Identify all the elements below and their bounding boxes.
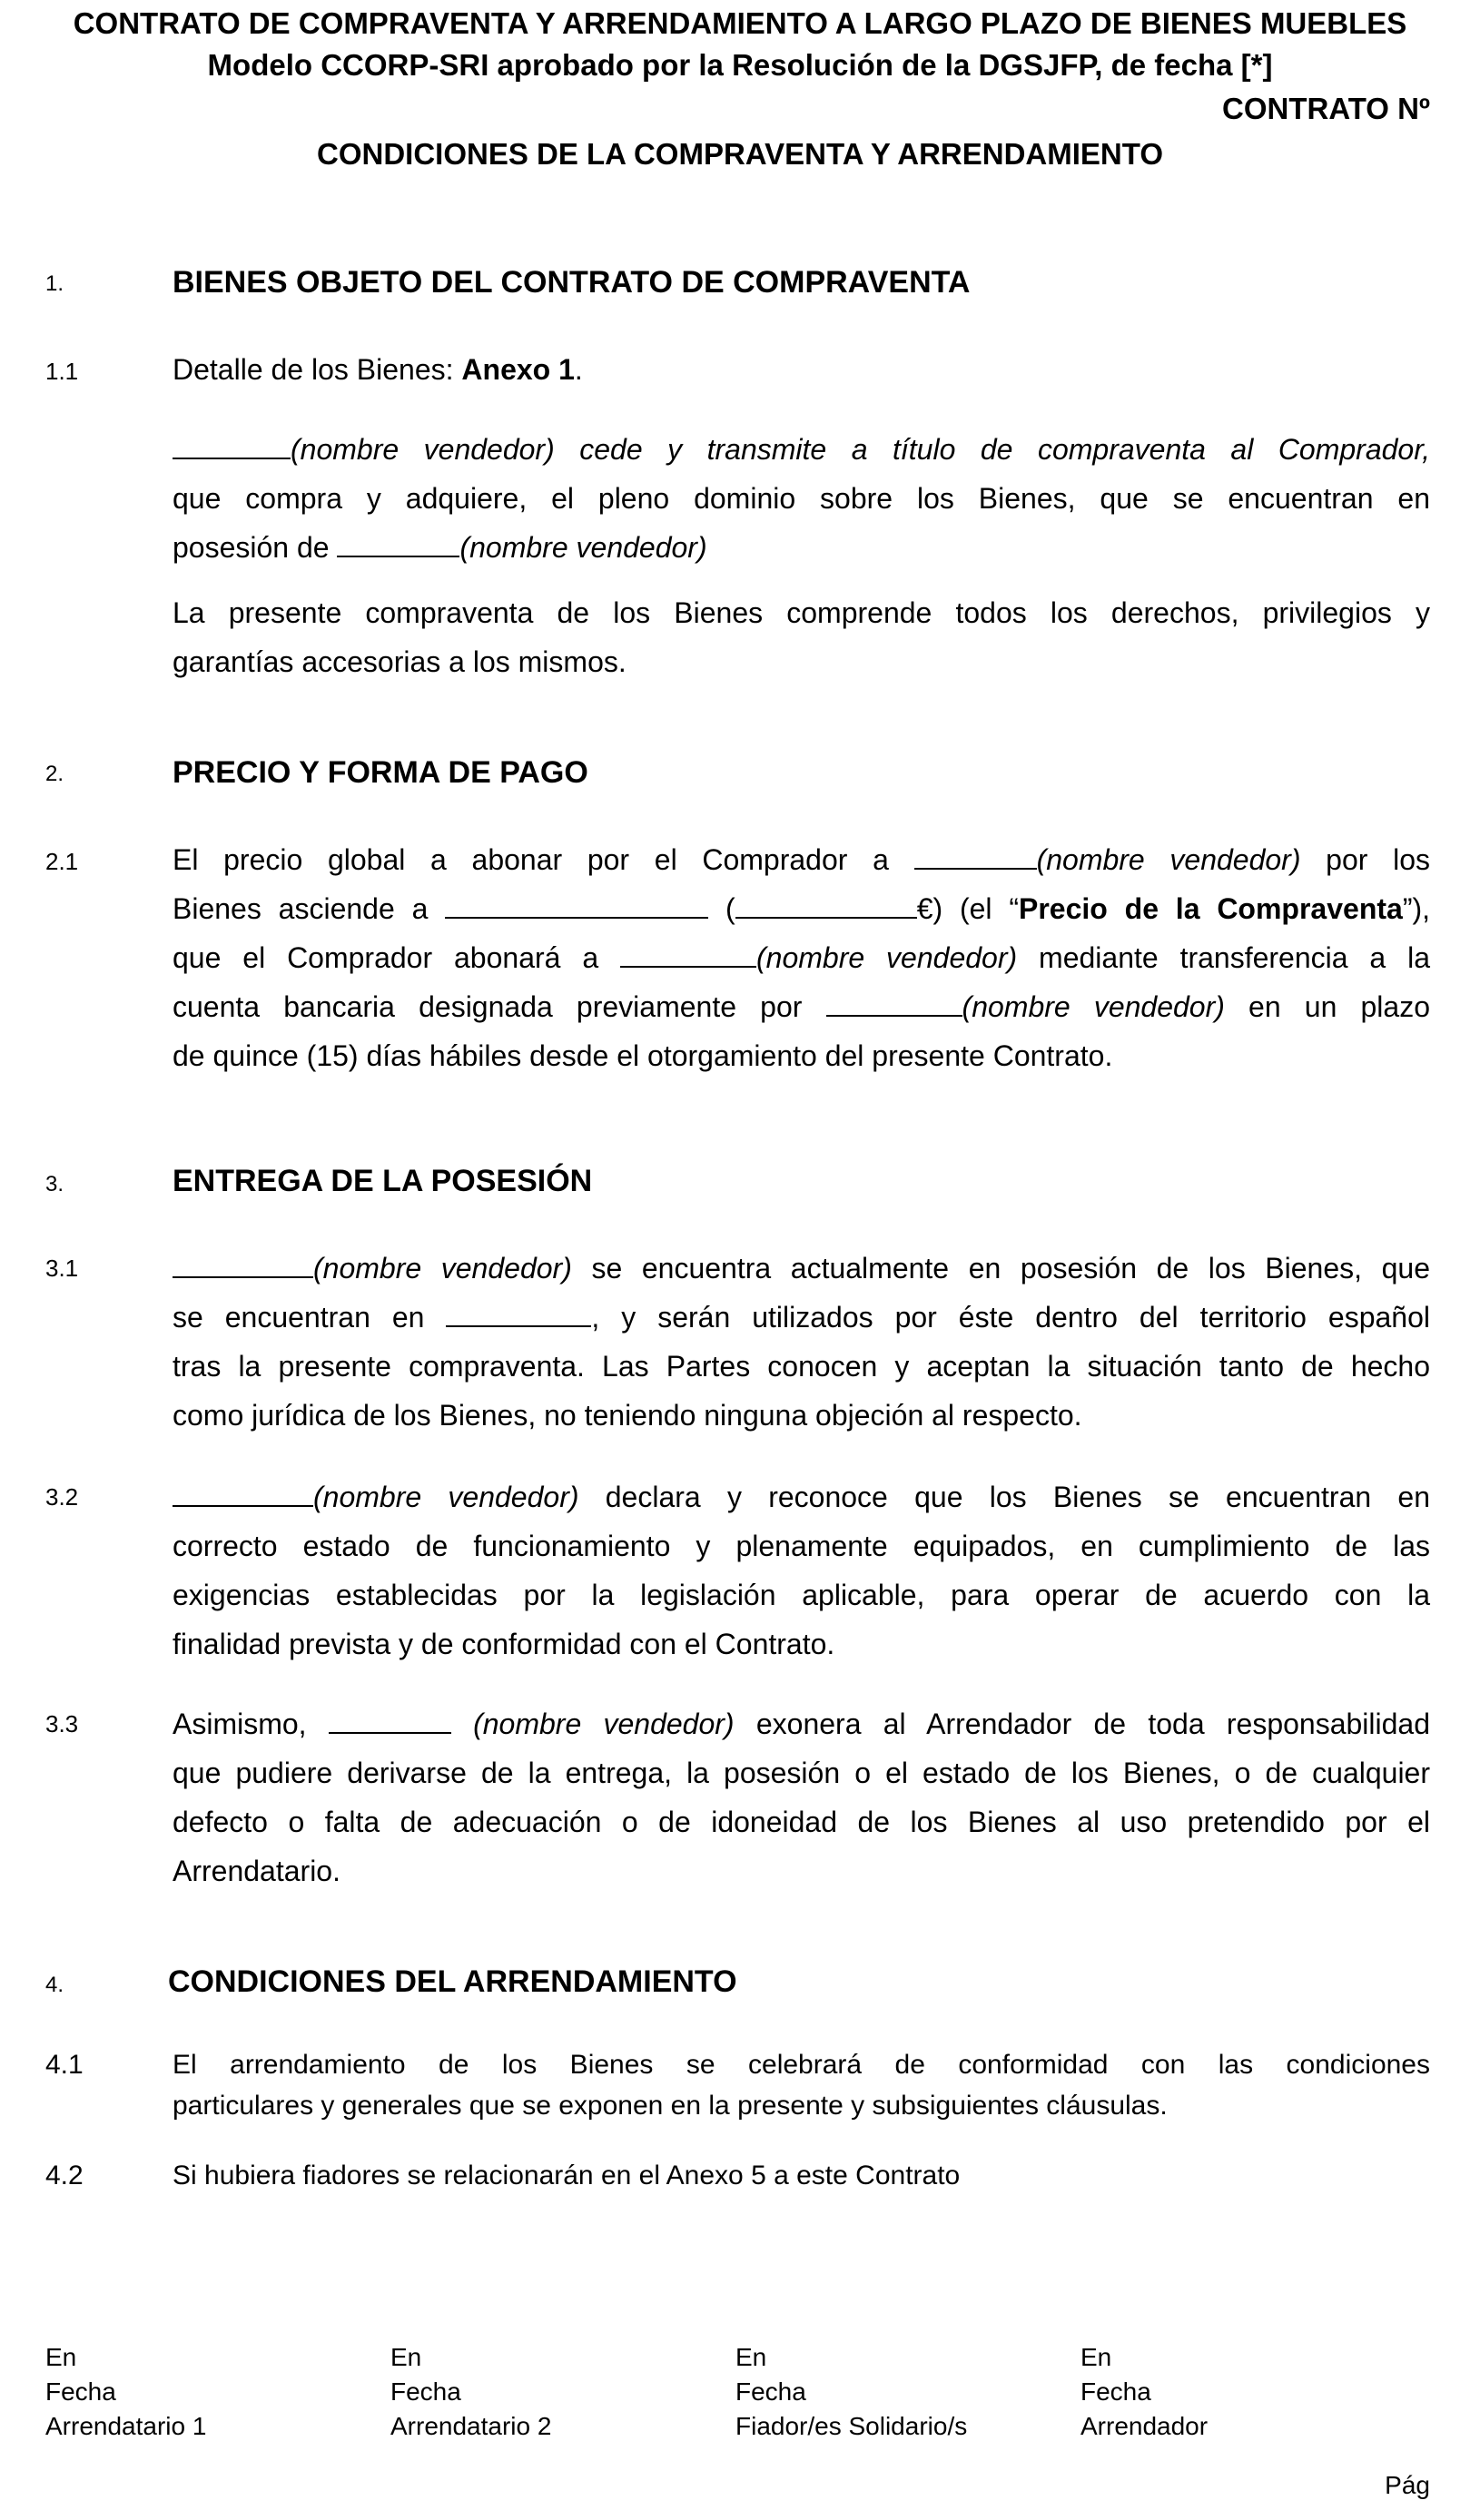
signature-party: Arrendatario 2: [390, 2412, 552, 2440]
price-words-blank[interactable]: [445, 890, 708, 919]
section-2-title: PRECIO Y FORMA DE PAGO: [173, 755, 588, 790]
clause-3-1-text: (nombre vendedor) se encuentra actualmente en posesión de los Bienes, que se encuentran en , y serán utilizados por éste dentro del territorio español tras la presente compraventa. Las Partes conocen y aceptan la situación tanto de hecho como jurídica de los Bienes, no teniendo ninguna objeción al respecto.: [173, 1244, 1430, 1440]
section-3-title: ENTREGA DE LA POSESIÓN: [173, 1164, 593, 1198]
signature-party: Arrendador: [1080, 2412, 1209, 2440]
clause-1-1-text: Detalle de los Bienes: Anexo 1.: [173, 353, 583, 386]
section-3-number: 3.: [45, 1172, 64, 1196]
seller-name-blank[interactable]: [337, 528, 459, 557]
signature-party: Arrendatario 1: [45, 2412, 207, 2440]
signature-block-arrendatario-1: [45, 2340, 206, 2444]
seller-name-blank[interactable]: [173, 1478, 313, 1507]
page-label: Pág: [1385, 2471, 1430, 2499]
seller-name-blank[interactable]: [329, 1705, 451, 1734]
model-subtitle: Modelo CCORP-SRI aprobado por la Resolución de la DGSJFP, de fecha [*]: [207, 48, 1273, 82]
clause-3-3-number: 3.3: [45, 1710, 79, 1737]
clause-3-3-text: Asimismo, (nombre vendedor) exonera al Arrendador de toda responsabilidad que pudiere derivarse de la entrega, la posesión o el estado de los Bienes, o de cualquier defecto o falta de adecuación o de idoneidad de los Bienes al uso pretendido por el Arrendatario.: [173, 1699, 1430, 1895]
signature-date: Fecha: [390, 2377, 461, 2406]
clause-4-1-text: El arrendamiento de los Bienes se celebrará de conformidad con las condiciones particulares y generales que se exponen en la presente y subsiguientes cláusulas.: [173, 2050, 1430, 2121]
contract-number: CONTRATO Nº: [1222, 92, 1430, 125]
clause-2-1-number: 2.1: [45, 848, 79, 875]
clause-2-1-text: El precio global a abonar por el Comprador a (nombre vendedor) por los Bienes asciende a ( €) (el “Precio de la Compraventa”), que el Comprador abonará a (nombre vendedor) mediante transferencia a la cuenta bancaria designada previamente por (nombre vendedor) en un plazo de quince (15) días hábiles desde el otorgamiento del presente Contrato.: [173, 835, 1430, 1080]
clause-4-1-number: 4.1: [45, 2050, 84, 2080]
section-2-number: 2.: [45, 762, 64, 786]
signature-date: Fecha: [45, 2377, 116, 2406]
section-4-title: CONDICIONES DEL ARRENDAMIENTO: [168, 1964, 737, 1999]
section-1-number: 1.: [45, 271, 64, 296]
signature-place: En: [45, 2343, 77, 2371]
clause-4-2-text: Si hubiera fiadores se relacionarán en el Anexo 5 a este Contrato: [173, 2161, 961, 2190]
clause-4-2-number: 4.2: [45, 2161, 84, 2190]
signature-place: En: [390, 2343, 422, 2371]
seller-name-blank[interactable]: [914, 841, 1037, 870]
conditions-heading: CONDICIONES DE LA COMPRAVENTA Y ARRENDAMIENTO: [316, 137, 1163, 171]
clause-1-1-number: 1.1: [45, 358, 79, 385]
signature-place: En: [735, 2343, 767, 2371]
signature-party: Fiador/es Solidario/s: [735, 2412, 968, 2440]
clause-3-1-number: 3.1: [45, 1255, 79, 1282]
seller-name-blank[interactable]: [173, 430, 291, 459]
signature-date: Fecha: [1080, 2377, 1151, 2406]
clause-1-1-paragraph-2: La presente compraventa de los Bienes comprende todos los derechos, privilegios y garantías accesorias a los mismos.: [173, 596, 1430, 678]
section-4-number: 4.: [45, 1973, 64, 1997]
seller-name-blank[interactable]: [173, 1249, 313, 1278]
signature-block-arrendatario-2: [390, 2340, 551, 2444]
signature-place: En: [1080, 2343, 1112, 2371]
signature-block-arrendador: [1080, 2340, 1208, 2444]
location-blank[interactable]: [446, 1298, 591, 1327]
clause-1-1-paragraph-1: (nombre vendedor) cede y transmite a título de compraventa al Comprador, que compra y adquiere, el pleno dominio sobre los Bienes, que se encuentran en posesión de (nombre vendedor): [173, 425, 1430, 572]
signature-block-fiadores: [735, 2340, 967, 2444]
signature-date: Fecha: [735, 2377, 806, 2406]
document-title: CONTRATO DE COMPRAVENTA Y ARRENDAMIENTO A LARGO PLAZO DE BIENES MUEBLES: [73, 6, 1407, 40]
section-1-title: BIENES OBJETO DEL CONTRATO DE COMPRAVENTA: [173, 265, 971, 300]
seller-name-blank[interactable]: [826, 988, 962, 1017]
clause-3-2-number: 3.2: [45, 1483, 79, 1511]
clause-3-2-text: (nombre vendedor) declara y reconoce que los Bienes se encuentran en correcto estado de funcionamiento y plenamente equipados, en cumplimiento de las exigencias establecidas por la legislación aplicable, para operar de acuerdo con la finalidad prevista y de conformidad con el Contrato.: [173, 1472, 1430, 1669]
price-euros-blank[interactable]: [735, 890, 917, 919]
seller-name-blank[interactable]: [620, 939, 756, 968]
